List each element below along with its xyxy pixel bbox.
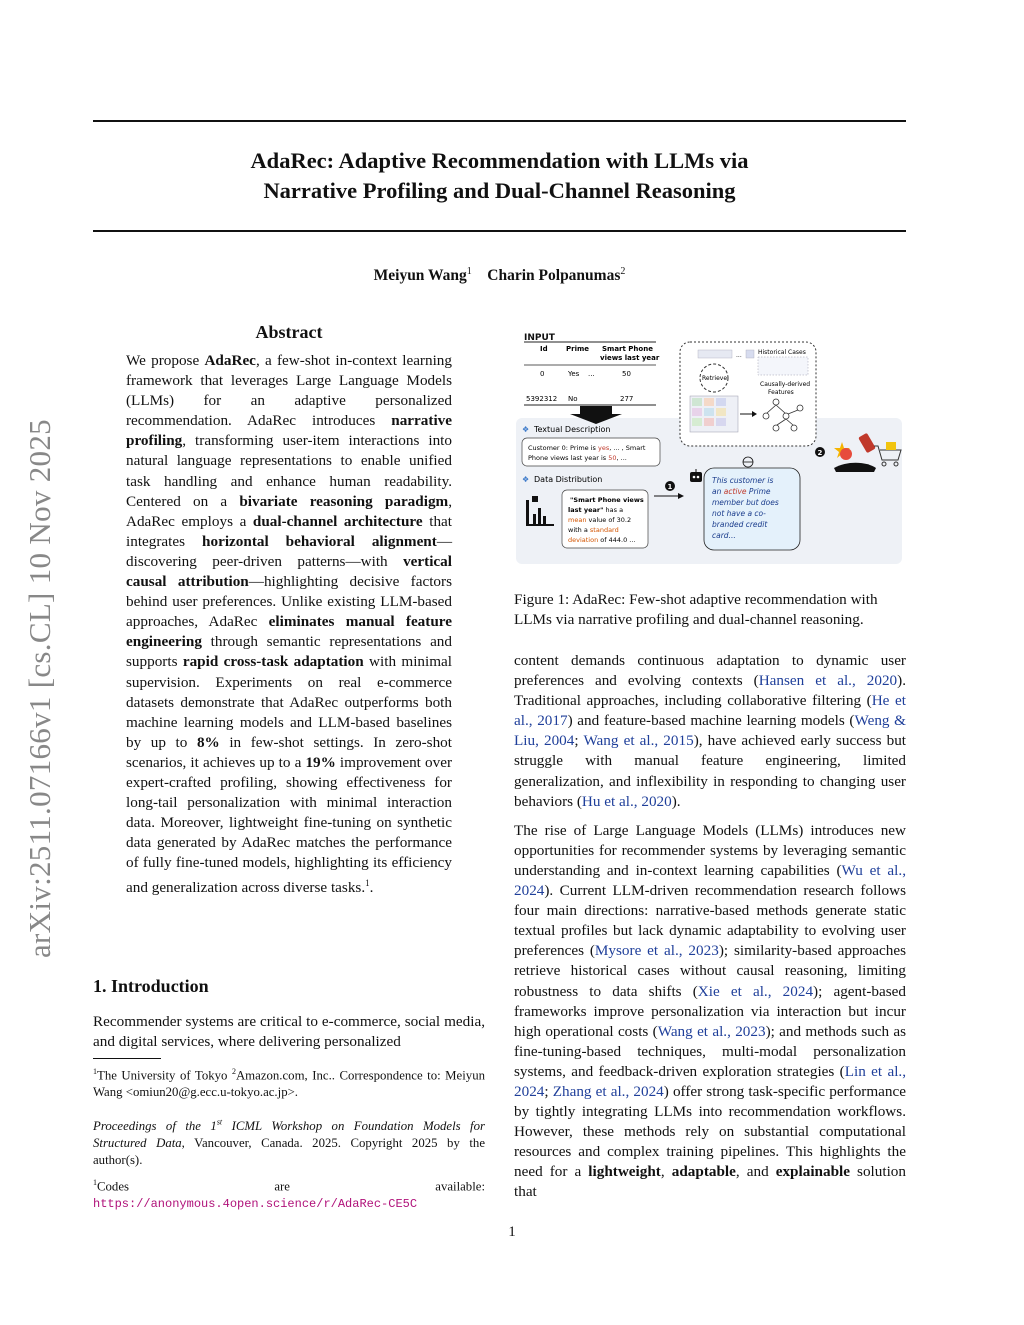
customer-line-1: Customer 0: Prime is yes, ... , Smart: [528, 444, 646, 452]
package-icon: [886, 442, 896, 450]
dd-line-5: deviation of 444.0 ...: [568, 536, 636, 544]
table-r2-val: 277: [620, 395, 634, 403]
right-paragraph-1: content demands continuous adaptation to dynamic user preferences and evolving contexts (Hansen et al., 2020). Traditional approaches, including collaborative filtering (He et al., 2017) and feature-based machine learning models (Weng & Liu, 2004; Wang et al., 2015), have achieved early success but struggle with manual feature engineering, limited generalization, and inflexibility in responding to changing user behaviors (Hu et al., 2020).: [514, 652, 907, 810]
author-list: [93, 266, 906, 285]
figure-1: [514, 330, 906, 566]
title-line-2: Narrative Profiling and Dual-Channel Reasoning: [263, 178, 736, 203]
right-paragraph-2: The rise of Large Language Models (LLMs) introduces new opportunities for recommender systems by leveraging semantic understanding and in-context learning capabilities (Wu et al., 2024). Current LLM-driven recommendation research follows four main directions: narrative-based methods generate static textual profiles but lack dynamic adaptability to evolving user preferences (Mysore et al., 2023); similarity-based approaches retrieve historical cases without causal reasoning, limiting robustness to data shifts (Xie et al., 2024); agent-based frameworks improve personalization via interaction but incur high operational costs (Wang et al., 2023); and methods such as fine-tuning-based techniques, multi-modal personalization systems, and feedback-driven exploration strategies (Lin et al., 2024; Zhang et al., 2024) offer strong task-specific performance by tightly integrating LLMs into recommendation workflows. However, these methods rely on substantial computational resources and complex training pipelines. This highlights the need for a lightweight, adaptable, and explainable solution that: [514, 821, 907, 1201]
title-rule-top: [93, 120, 906, 122]
input-label: INPUT: [524, 333, 555, 343]
textual-desc-label: Textual Description: [534, 425, 611, 434]
dd-line-4: with a standard: [568, 526, 619, 534]
footnote-rule: [93, 1058, 161, 1059]
table-r1-dots: ...: [588, 370, 595, 378]
citation[interactable]: Xie et al., 2024: [697, 982, 814, 1000]
paper-title: [93, 146, 906, 206]
citation[interactable]: Weng & Liu, 2004: [514, 712, 906, 750]
citation[interactable]: Hu et al., 2020: [581, 792, 672, 810]
data-dist-label: Data Distribution: [534, 475, 603, 484]
code-link[interactable]: https://anonymous.4open.science/r/AdaRec-CE5C: [93, 1196, 418, 1211]
citation[interactable]: Wang et al., 2023: [657, 1022, 766, 1040]
title-line-1: AdaRec: Adaptive Recommendation with LLMs via: [250, 148, 749, 173]
causal-label-1: Causally-derived: [760, 381, 811, 388]
footnote-mark[interactable]: 1: [365, 878, 370, 889]
code-note: $^1$Codes are available: https://anonymous.4open.science/r/AdaRec-CE5C: [93, 1177, 485, 1211]
out-line-2: an active Prime: [712, 487, 771, 496]
customer-line-2: Phone views last year is 50, ...: [528, 454, 627, 462]
title-rule-bottom: [93, 230, 906, 232]
figure-caption: Figure 1: AdaRec: Few-shot adaptive recommendation with LLMs via narrative profiling and dual-channel reasoning.: [514, 591, 878, 629]
table-r1-prime: Yes: [568, 370, 580, 378]
citation[interactable]: Zhang et al., 2024: [552, 1082, 664, 1100]
out-line-4: not have a co-: [712, 509, 766, 518]
table-col-id: Id: [540, 345, 548, 353]
out-line-5: branded credit: [712, 520, 768, 529]
citation[interactable]: Mysore et al., 2023: [594, 942, 719, 960]
out-line-6: card...: [712, 531, 736, 540]
intro-right-column: [514, 651, 906, 1212]
citation[interactable]: He et al., 2017: [514, 692, 906, 730]
out-line-1: This customer is: [712, 476, 774, 485]
table-col-prime: Prime: [566, 345, 590, 353]
intro-paragraph: Recommender systems are critical to e-commerce, social media, and digital services, where delivering personalized: [93, 1013, 485, 1051]
dd-line-2: last year" has a: [568, 506, 624, 514]
intro-heading: 1. Introduction: [93, 976, 209, 996]
out-line-3: member but does: [712, 498, 779, 507]
table-col-smart-1: Smart Phone: [602, 345, 653, 353]
historical-label: Historical Cases: [758, 349, 806, 356]
citation[interactable]: Wang et al., 2015: [583, 732, 694, 750]
dots: ...: [736, 352, 742, 359]
author-2: Charin Polpanumas: [487, 267, 621, 285]
svg-text:1: 1: [667, 483, 673, 491]
abstract-heading: Abstract: [255, 322, 323, 342]
diamond-icon: ❖: [522, 475, 530, 484]
svg-text:2: 2: [817, 449, 823, 457]
author-1: Meiyun Wang: [373, 267, 467, 285]
citation[interactable]: Wu et al., 2024: [514, 861, 906, 900]
table-r2-id: 5392312: [526, 395, 558, 403]
author-1-affil: 1: [466, 266, 472, 277]
dd-line-1: "Smart Phone views: [570, 496, 644, 504]
abstract-section: [93, 322, 485, 899]
citation[interactable]: Hansen et al., 2020: [758, 672, 898, 690]
discount-icon: [840, 448, 852, 460]
diamond-icon: ❖: [522, 425, 530, 434]
footnotes: [93, 1064, 485, 1218]
causal-label-2: Features: [768, 389, 794, 396]
table-r1-val: 50: [622, 370, 631, 378]
author-2-affil: 2: [620, 266, 626, 277]
citation[interactable]: Lin et al., 2024: [514, 1062, 907, 1100]
proceedings-note: Proceedings of the 1st ICML Workshop on Foundation Models for Structured Data, Vancouver, Canada. 2025. Copyright 2025 by the author(s).: [93, 1117, 485, 1167]
page-number: 1: [508, 1224, 516, 1240]
arxiv-stamp: arXiv:2511.07166v1 [cs.CL] 10 Nov 2025: [22, 419, 57, 958]
affiliation-note: $^1$The University of Tokyo $^2$Amazon.com, Inc.. Correspondence to: Meiyun Wang <omiun20@g.ecc.u-tokyo.ac.jp>.: [93, 1067, 485, 1100]
table-r2-prime: No: [568, 395, 578, 403]
data-grid-icon: [690, 396, 738, 432]
retrieve-label: Retrieve: [702, 375, 728, 382]
figure-diagram: [514, 330, 906, 566]
table-col-smart-2: views last year: [600, 354, 660, 362]
table-r1-id: 0: [540, 370, 545, 378]
dd-line-3: mean value of 30.2: [568, 516, 632, 524]
abstract-body: We propose AdaRec, a few-shot in-context learning framework that leverages Large Language Models (LLMs) for an adaptive personalized recommendation. AdaRec introduces narrative profiling, transforming user-item interactions into natural language representations to enable unified task handling and enhance human readability. Centered on a bivariate reasoning paradigm, AdaRec employs a dual-channel architecture that integrates horizontal behavioral alignment—discovering peer-driven patterns—with vertical causal attribution—highlighting decisive factors behind user preferences. Unlike existing LLM-based approaches, AdaRec eliminates manual feature engineering through semantic representations and supports rapid cross-task adaptation with minimal supervision. Experiments on real e-commerce datasets demonstrate that AdaRec outperforms both machine learning models and LLM-based baselines by up to 8% in few-shot settings. In zero-shot scenarios, it achieves up to a 19% improvement over expert-crafted profiling, showing effectiveness for long-tail personalization with minimal interaction data. Moreover, lightweight fine-tuning on synthetic data generated by AdaRec matches the performance of fully fine-tuned models, highlighting its efficiency and generalization across diverse tasks.$^1$.: [126, 352, 453, 897]
